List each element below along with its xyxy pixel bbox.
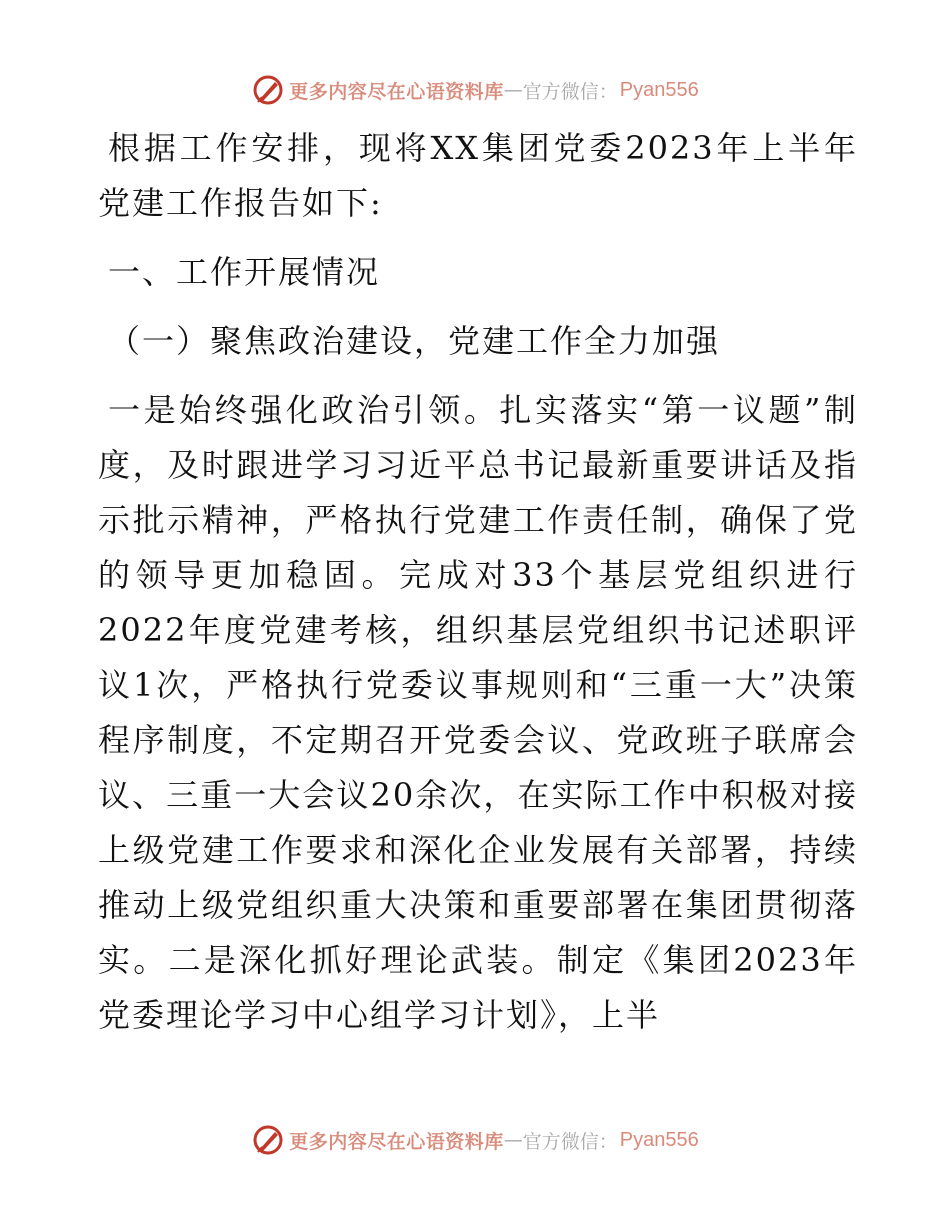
watermark-wechat-id: Pyan556 [619, 78, 699, 101]
intro-paragraph: 根据工作安排，现将XX集团党委2023年上半年党建工作报告如下: [98, 129, 858, 222]
watermark-separator: — [503, 1129, 523, 1151]
watermark-header [0, 70, 950, 110]
quill-logo-icon [251, 1123, 285, 1157]
watermark-separator: — [503, 79, 523, 101]
quill-logo-icon [251, 73, 285, 107]
watermark-official-label: 官方微信： [522, 1130, 618, 1153]
watermark-text: 更多内容尽在心语资料库 [289, 1130, 504, 1153]
watermark-footer [0, 1120, 950, 1160]
document-body [98, 121, 858, 1043]
watermark-wechat-id: Pyan556 [619, 1128, 699, 1151]
body-paragraph: 一是始终强化政治引领。扎实落实“第一议题”制度，及时跟进学习习近平总书记最新重要讲话及指示批示精神，严格执行党建工作责任制，确保了党的领导更加稳固。完成对33个基层党组织进行2022年度党建考核，组织基层党组织书记述职评议1次，严格执行党委议事规则和“三重一大”决策程序制度，不定期召开党委会议、党政班子联席会议、三重一大会议20余次，在实际工作中积极对接上级党建工作要求和深化企业发展有关部署，持续推动上级党组织重大决策和重要部署在集团贯彻落实。二是深化抓好理论武装。制定《集团2023年党委理论学习中心组学习计划》，上半 [98, 391, 858, 1034]
watermark-official-label: 官方微信： [522, 80, 618, 103]
subsection-heading: （一）聚焦政治建设，党建工作全力加强 [108, 322, 721, 360]
section-heading: 一、工作开展情况 [108, 253, 381, 291]
watermark-text: 更多内容尽在心语资料库 [289, 80, 504, 103]
